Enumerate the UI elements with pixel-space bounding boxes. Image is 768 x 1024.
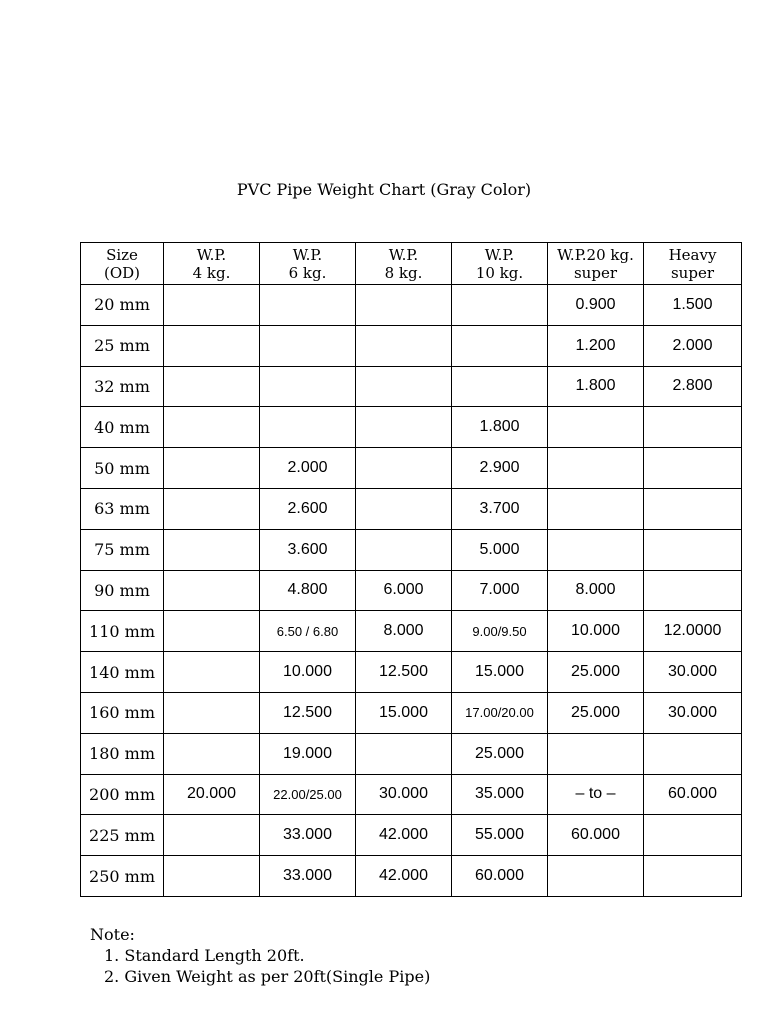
weight-cell: 4.800 <box>260 570 356 611</box>
weight-cell: 2.900 <box>452 448 548 489</box>
weight-cell <box>548 407 644 448</box>
weight-cell <box>356 733 452 774</box>
weight-cell: 2.000 <box>260 448 356 489</box>
weight-cell <box>356 325 452 366</box>
column-header-line: W.P. <box>292 246 323 264</box>
table-row <box>81 733 742 774</box>
weight-cell: 33.000 <box>260 856 356 897</box>
weight-cell: – to – <box>548 774 644 815</box>
weight-cell: 30.000 <box>644 692 742 733</box>
weight-cell <box>548 448 644 489</box>
table-body <box>81 285 742 897</box>
weight-cell <box>356 407 452 448</box>
note-section <box>90 924 430 987</box>
column-header <box>260 243 356 285</box>
weight-cell <box>356 366 452 407</box>
column-header-line: W.P. <box>388 246 419 264</box>
weight-cell: 5.000 <box>452 529 548 570</box>
weight-cell: 0.900 <box>548 285 644 326</box>
weight-cell <box>164 856 260 897</box>
table-row <box>81 448 742 489</box>
weight-cell: 8.000 <box>356 611 452 652</box>
table-row <box>81 570 742 611</box>
weight-cell <box>260 407 356 448</box>
weight-cell: 12.500 <box>260 692 356 733</box>
column-header <box>644 243 742 285</box>
weight-cell: 22.00/25.00 <box>260 774 356 815</box>
weight-cell <box>164 448 260 489</box>
weight-cell <box>164 366 260 407</box>
weight-cell <box>164 325 260 366</box>
weight-cell <box>644 529 742 570</box>
size-cell: 40 mm <box>81 407 164 448</box>
weight-cell: 60.000 <box>452 856 548 897</box>
weight-cell <box>548 488 644 529</box>
weight-cell: 6.000 <box>356 570 452 611</box>
weight-cell <box>356 448 452 489</box>
column-header-line: super <box>670 264 714 282</box>
weight-cell <box>260 285 356 326</box>
weight-cell: 7.000 <box>452 570 548 611</box>
table-row <box>81 611 742 652</box>
column-header-line: W.P. <box>484 246 515 264</box>
weight-cell <box>356 488 452 529</box>
size-cell: 250 mm <box>81 856 164 897</box>
weight-cell <box>644 407 742 448</box>
weight-cell <box>164 529 260 570</box>
column-header-line: (OD) <box>103 264 141 282</box>
weight-cell: 1.200 <box>548 325 644 366</box>
note-item: 2. Given Weight as per 20ft(Single Pipe) <box>104 967 431 986</box>
weight-cell: 30.000 <box>356 774 452 815</box>
weight-cell <box>452 285 548 326</box>
weight-cell: 25.000 <box>548 652 644 693</box>
weight-cell <box>644 856 742 897</box>
weight-cell: 42.000 <box>356 815 452 856</box>
table-row <box>81 774 742 815</box>
weight-cell <box>164 611 260 652</box>
size-cell: 25 mm <box>81 325 164 366</box>
size-cell: 90 mm <box>81 570 164 611</box>
weight-cell: 12.500 <box>356 652 452 693</box>
weight-cell <box>164 815 260 856</box>
weight-cell: 2.000 <box>644 325 742 366</box>
column-header <box>452 243 548 285</box>
column-header-line: Heavy <box>668 246 717 264</box>
weight-cell <box>548 733 644 774</box>
weight-cell <box>164 570 260 611</box>
weight-cell: 8.000 <box>548 570 644 611</box>
weight-cell: 3.700 <box>452 488 548 529</box>
column-header <box>164 243 260 285</box>
weight-cell <box>164 285 260 326</box>
column-header <box>548 243 644 285</box>
table-row <box>81 652 742 693</box>
weight-cell: 3.600 <box>260 529 356 570</box>
weight-cell: 42.000 <box>356 856 452 897</box>
column-header-line: 4 kg. <box>192 264 231 282</box>
column-header-line: Size <box>106 246 138 264</box>
weight-cell: 10.000 <box>260 652 356 693</box>
table-row <box>81 856 742 897</box>
weight-cell <box>452 366 548 407</box>
table-row <box>81 407 742 448</box>
note-heading: Note: <box>90 925 135 944</box>
table-row <box>81 529 742 570</box>
weight-cell: 12.0000 <box>644 611 742 652</box>
weight-cell: 17.00/20.00 <box>452 692 548 733</box>
weight-cell: 60.000 <box>644 774 742 815</box>
size-cell: 63 mm <box>81 488 164 529</box>
size-cell: 160 mm <box>81 692 164 733</box>
weight-cell: 10.000 <box>548 611 644 652</box>
weight-cell: 20.000 <box>164 774 260 815</box>
table-row <box>81 815 742 856</box>
weight-cell <box>164 407 260 448</box>
page-title: PVC Pipe Weight Chart (Gray Color) <box>236 180 532 199</box>
weight-cell <box>164 692 260 733</box>
weight-cell: 25.000 <box>548 692 644 733</box>
column-header <box>81 243 164 285</box>
size-cell: 225 mm <box>81 815 164 856</box>
table-header-row <box>81 243 742 285</box>
weight-cell: 6.50 / 6.80 <box>260 611 356 652</box>
weight-cell <box>356 529 452 570</box>
weight-cell <box>164 733 260 774</box>
weight-cell: 55.000 <box>452 815 548 856</box>
size-cell: 50 mm <box>81 448 164 489</box>
table-row <box>81 366 742 407</box>
column-header-line: W.P. <box>196 246 227 264</box>
weight-cell <box>164 652 260 693</box>
size-cell: 180 mm <box>81 733 164 774</box>
size-cell: 32 mm <box>81 366 164 407</box>
weight-cell: 60.000 <box>548 815 644 856</box>
weight-cell <box>644 815 742 856</box>
weight-cell: 15.000 <box>356 692 452 733</box>
weight-cell: 1.500 <box>644 285 742 326</box>
table-row <box>81 692 742 733</box>
weight-cell: 1.800 <box>548 366 644 407</box>
column-header-line: 8 kg. <box>384 264 423 282</box>
weight-cell: 9.00/9.50 <box>452 611 548 652</box>
weight-cell <box>260 366 356 407</box>
weight-cell <box>644 570 742 611</box>
weight-cell: 33.000 <box>260 815 356 856</box>
weight-cell: 2.600 <box>260 488 356 529</box>
weight-cell: 1.800 <box>452 407 548 448</box>
column-header-line: super <box>573 264 617 282</box>
size-cell: 200 mm <box>81 774 164 815</box>
table-row <box>81 488 742 529</box>
column-header <box>356 243 452 285</box>
weight-cell <box>644 488 742 529</box>
size-cell: 20 mm <box>81 285 164 326</box>
weight-table <box>80 242 742 897</box>
weight-cell: 35.000 <box>452 774 548 815</box>
weight-cell: 2.800 <box>644 366 742 407</box>
weight-cell <box>452 325 548 366</box>
weight-cell <box>548 529 644 570</box>
weight-cell <box>644 448 742 489</box>
weight-cell <box>260 325 356 366</box>
weight-cell <box>548 856 644 897</box>
column-header-line: W.P.20 kg. <box>557 246 634 264</box>
weight-cell: 30.000 <box>644 652 742 693</box>
size-cell: 140 mm <box>81 652 164 693</box>
weight-cell <box>644 733 742 774</box>
weight-cell <box>164 488 260 529</box>
weight-cell <box>356 285 452 326</box>
column-header-line: 6 kg. <box>288 264 327 282</box>
weight-cell: 19.000 <box>260 733 356 774</box>
weight-cell: 15.000 <box>452 652 548 693</box>
table-row <box>81 325 742 366</box>
weight-cell: 25.000 <box>452 733 548 774</box>
note-item: 1. Standard Length 20ft. <box>104 946 305 965</box>
size-cell: 75 mm <box>81 529 164 570</box>
column-header-line: 10 kg. <box>475 264 524 282</box>
size-cell: 110 mm <box>81 611 164 652</box>
table-row <box>81 285 742 326</box>
